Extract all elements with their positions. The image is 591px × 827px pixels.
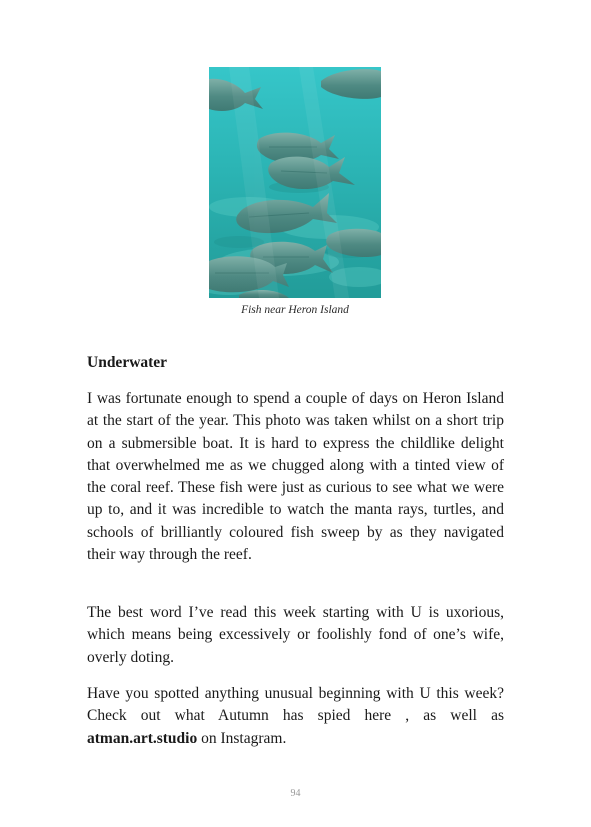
section-heading: Underwater — [87, 354, 168, 371]
body-paragraph-3 — [87, 683, 504, 750]
paragraph-3-end: on Instagram. — [197, 729, 287, 747]
fish-photo — [209, 67, 381, 298]
body-paragraph-1: I was fortunate enough to spend a couple of days on Heron Island at the start of the year. This photo was taken whilst on a short trip on a submersible boat. It is hard to express the childlike delight that overwhelmed me as we chugged along with a tinted view of the coral reef. These fish were just as curious to see what we were up to, and it was incredible to watch the manta rays, turtles, and schools of brilliantly coloured fish sweep by as they navigated their way through the reef. — [87, 390, 504, 564]
page-number: 94 — [290, 788, 301, 799]
instagram-handle: atman.art.studio — [87, 729, 198, 747]
paragraph-3-text: Have you spotted anything unusual beginning with U this week? Check out what Autumn has spied here , as well as — [87, 685, 504, 725]
body-paragraph-2: The best word I’ve read this week starting with U is uxorious, which means being excessively or foolishly fond of one’s wife, overly doting. — [87, 604, 504, 666]
photo-caption: Fish near Heron Island — [241, 304, 349, 316]
